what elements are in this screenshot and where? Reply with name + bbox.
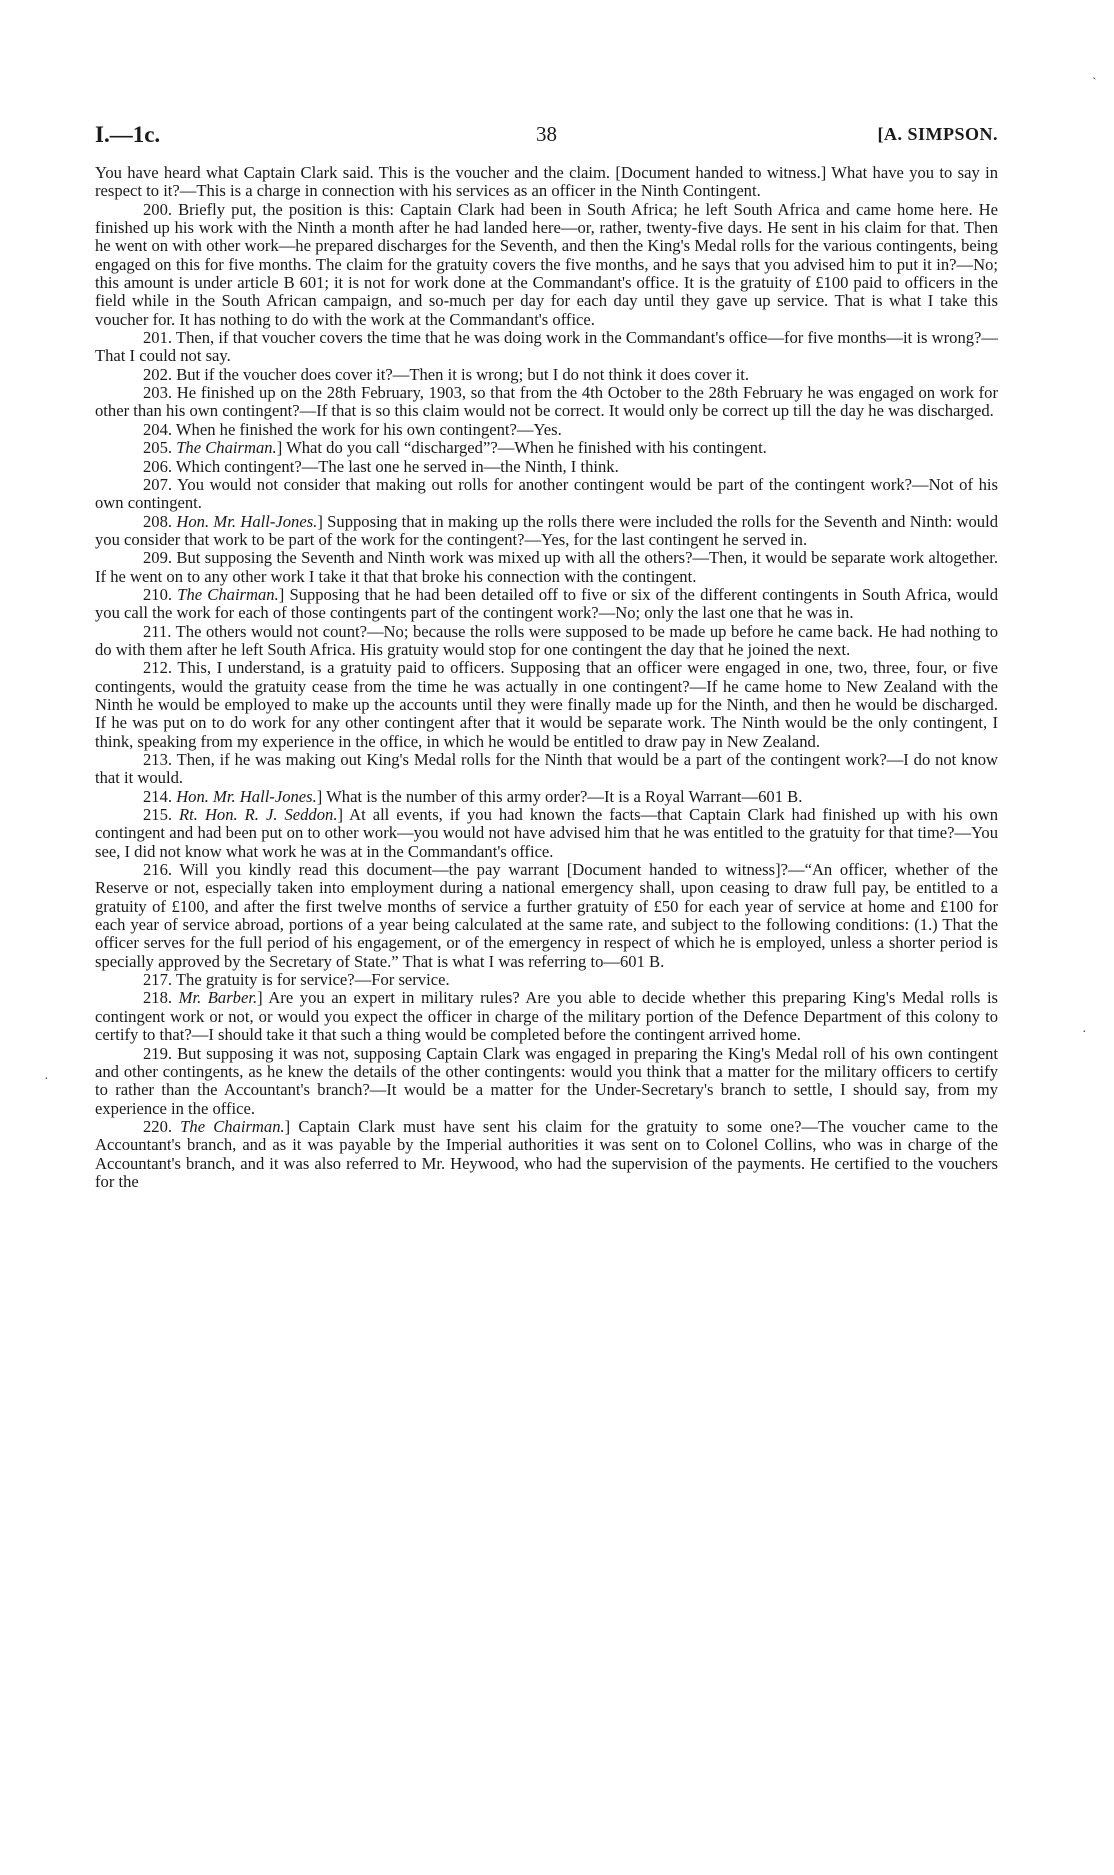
question-number: 220.: [143, 1116, 181, 1136]
speaker-bracket: ]: [257, 988, 269, 1008]
question-number: 214.: [143, 786, 177, 806]
paragraph: 211. The others would not count?—No; because the rolls were supposed to be made up before he came back. He had nothing to do with them after he left South Africa. His gratuity would stop for one contingent the day that he joined the next.: [95, 621, 998, 659]
document-reference: I.—1c.: [95, 122, 161, 147]
margin-mark: ·: [44, 1072, 49, 1087]
paragraph: 206. Which contingent?—The last one he served in—the Ninth, I think.: [143, 456, 619, 476]
paragraph-text: Supposing that he had been detailed off to five or six of the different contingents in South Africa, would you call the work for each of those contingents part of the contingent work?—No; only the last one that he was in.: [95, 584, 998, 623]
paragraph-text: Captain Clark must have sent his claim for the gratuity to some one?—The voucher came to the Accountant's branch, and as it was payable by the Imperial authorities it was sent on to Colonel Collins, who was in charge of the Accountant's branch, and it was also referred to Mr. Heywood, who had the supervision of the payments. He certified to the vouchers for the: [95, 1116, 998, 1191]
witness-name: [A. SIMPSON.: [877, 124, 998, 144]
speaker-bracket: ]: [278, 584, 290, 604]
paragraph: 207. You would not consider that making out rolls for another contingent would be part of the contingent work?—Not of his own contingent.: [95, 474, 998, 513]
paragraph-text: What is the number of this army order?—It is a Royal Warrant—601 B.: [326, 786, 803, 806]
paragraph: 202. But if the voucher does cover it?—Then it is wrong; but I do not think it does cover it.: [143, 364, 750, 384]
paragraph: 201. Then, if that voucher covers the time that he was doing work in the Commandant's office—for five months—it is wrong?—That I could not say.: [95, 328, 998, 366]
paragraph: 212. This, I understand, is a gratuity paid to officers. Supposing that an officer were engaged in one, two, three, four, or five contingents, would the gratuity cease from the time he was actually in one contingent?—If he came home to New Zealand with the Ninth he would be employed to make up the accounts until they were finally made up for the Ninth, and then he would be discharged. If he was put on to do work for any other contingent after that it would be separate work. The Ninth would be the only contingent, I think, speaking from my experience in the office, in which he would be entitled to draw pay in New Zealand.: [95, 658, 998, 751]
speaker-name: Hon. Mr. Hall-Jones.: [176, 511, 318, 531]
question-number: 210.: [143, 584, 178, 604]
document-page: [95, 118, 998, 1191]
speaker-name: The Chairman.: [177, 584, 279, 604]
speaker-bracket: ]: [316, 786, 327, 806]
document-body: [95, 164, 998, 1191]
paragraph: [95, 806, 998, 861]
paragraph: 200. Briefly put, the position is this: Captain Clark had been in South Africa; he left South Africa and came home here. He finished up his work with the Ninth a month after he had landed here—or, rather, twenty-five days. He sent in his claim for that. Then he went on with other work—he prepared discharges for the Seventh, and then the King's Medal rolls for the various contingents, being engaged on this for five months. The claim for the gratuity covers the five months, and he says that you advised him to put it in?—No; this amount is under article B 601; it is not for work done at the Commandant's office. It is the gratuity of £100 paid to officers in the field while in the South African campaign, and so-much per day for each day until they gave up service. That is what I take this voucher for. It has nothing to do with the work at the Commandant's office.: [95, 199, 998, 329]
paragraph: [95, 1118, 998, 1191]
speaker-bracket: ]: [284, 1116, 299, 1136]
speaker-bracket: ]: [276, 438, 287, 458]
margin-mark: `: [1092, 76, 1097, 91]
paragraph: 204. When he finished the work for his own contingent?—Yes.: [143, 419, 562, 439]
speaker-name: The Chairman.: [180, 1116, 285, 1136]
speaker-name: Mr. Barber.: [178, 988, 258, 1008]
paragraph: [95, 439, 998, 457]
paragraph-text: Are you an expert in military rules? Are you able to decide whether this preparing King's Medal rolls is contingent work or not, or would you expect the officer in charge of the military portion of the Defence Department of this colony to certify to that?—I should take it that such a thing would be completed before the contingent arrived home.: [95, 988, 999, 1045]
paragraph: 217. The gratuity is for service?—For service.: [143, 970, 450, 990]
paragraph: 203. He finished up on the 28th February, 1903, so that from the 4th October to the 28th February he was engaged on work for other than his own contingent?—If that is so this claim would not be correct. It would only be correct up till the day he was discharged.: [95, 383, 998, 421]
page-number: 38: [536, 122, 557, 146]
margin-mark: ·: [1082, 1025, 1087, 1040]
page-header: [95, 118, 998, 152]
speaker-name: The Chairman.: [176, 438, 277, 458]
paragraph: 209. But supposing the Seventh and Ninth work was mixed up with all the others?—Then, it would be separate work altogether. If he went on to any other work I take it that that broke his connection with the contingent.: [95, 548, 998, 586]
paragraph: 213. Then, if he was making out King's Medal rolls for the Ninth that would be a part of the contingent work?—I do not know that it would.: [95, 750, 998, 788]
speaker-bracket: ]: [337, 805, 350, 825]
paragraph: 216. Will you kindly read this document—the pay warrant [Document handed to witness]?—“An officer, whether of the Reserve or not, especially taken into employment during a national emergency shall, upon ceasing to draw full pay, be entitled to a gratuity of £100, and after the first twelve months of service a further gratuity of £50 for each year of service at home and £100 for each year of service abroad, portions of a year being calculated at the same rate, and subject to the following conditions: (1.) That the officer serves for the full period of his engagement, or of the emergency in respect of which he is employed, unless a shorter period is specially approved by the Secretary of State.” That is what I was referring to—601 B.: [95, 860, 998, 971]
paragraph: [95, 989, 998, 1044]
paragraph: You have heard what Captain Clark said. This is the voucher and the claim. [Document handed to witness.] What have you to say in respect to it?—This is a charge in connection with his services as an officer in the Ninth Contingent.: [95, 163, 998, 201]
speaker-name: Rt. Hon. R. J. Seddon.: [179, 805, 338, 825]
question-number: 205.: [143, 438, 177, 458]
paragraph: 219. But supposing it was not, supposing Captain Clark was engaged in preparing the King's Medal roll of his own contingent and other contingents, as he knew the details of the other contingents: would you think that a matter for the military officers to certify to rather than the Accountant's branch?—It would be a matter for the Under-Secretary's branch to settle, I should say, from my experience in the office.: [95, 1043, 998, 1118]
paragraph-text: Supposing that in making up the rolls there were included the rolls for the Seventh and Ninth: would you consider that work to be part of the work for the contingent?—Yes, for the last contingent he served in.: [95, 511, 998, 549]
paragraph-text: What do you call “discharged”?—When he finished with his contingent.: [286, 438, 767, 458]
paragraph-text: At all events, if you had known the facts—that Captain Clark had finished up with his own contingent and had been put on to other work—you would not have advised him that he was entitled to the gratuity for that time?—You see, I did not know what work he was at in the Commandant's office.: [95, 805, 999, 861]
question-number: 208.: [143, 511, 177, 531]
paragraph: [95, 586, 998, 623]
question-number: 218.: [143, 988, 179, 1008]
question-number: 215.: [143, 805, 180, 825]
paragraph: [95, 788, 998, 806]
speaker-bracket: ]: [317, 511, 328, 531]
speaker-name: Hon. Mr. Hall-Jones.: [176, 786, 317, 806]
paragraph: [95, 513, 998, 550]
